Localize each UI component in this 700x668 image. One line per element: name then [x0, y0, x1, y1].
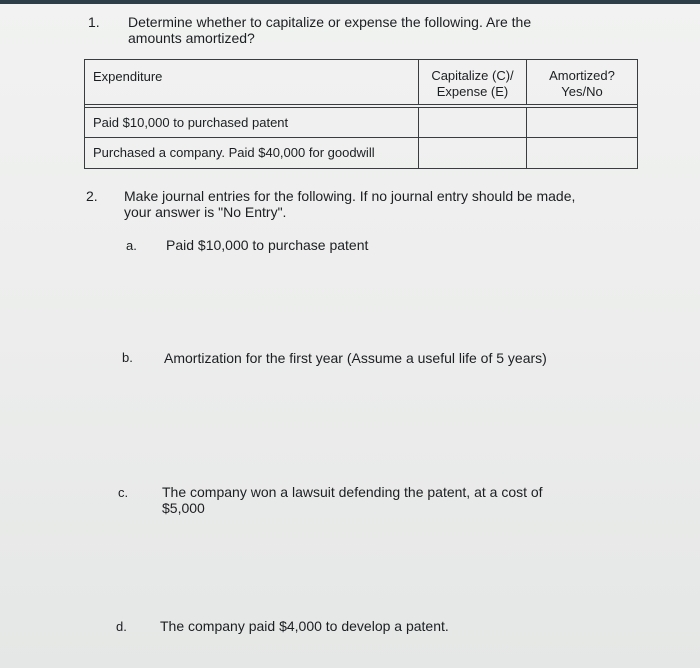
item-b-text: [164, 350, 547, 366]
question-1-line-1: Determine whether to capitalize or expense the following. Are the: [128, 14, 532, 30]
question-2-text: [124, 188, 575, 220]
expenditure-table: [84, 59, 638, 169]
top-edge-strip: [0, 0, 700, 4]
question-1-line-2: amounts amortized?: [128, 30, 255, 46]
item-b-letter: b.: [122, 350, 133, 365]
item-c-text: [162, 484, 543, 516]
question-2-number: 2.: [86, 188, 98, 204]
item-a-text: [166, 237, 368, 253]
question-2-line-1: Make journal entries for the following. If no journal entry should be made,: [124, 188, 576, 204]
header-capitalize-line-1: Capitalize (C)/: [431, 68, 514, 83]
item-d-line-1: The company paid $4,000 to develop a patent.: [160, 618, 449, 634]
item-a-letter: a.: [126, 238, 137, 253]
header-amortized: [527, 60, 637, 104]
table-header-row: [85, 60, 637, 108]
row-capitalize-cell[interactable]: [419, 108, 527, 137]
header-capitalize-line-2: Expense (E): [436, 84, 509, 99]
row-capitalize-cell[interactable]: [419, 138, 527, 168]
row-expenditure: Paid $10,000 to purchased patent: [85, 108, 419, 137]
question-1-text: [128, 14, 531, 46]
item-c-line-1: The company won a lawsuit defending the patent, at a cost of: [162, 484, 543, 500]
table-row: [85, 138, 637, 168]
header-amortized-line-1: Amortized?: [549, 68, 615, 83]
item-d-letter: d.: [116, 619, 127, 634]
header-capitalize: [419, 60, 527, 104]
row-amortized-cell[interactable]: [527, 138, 637, 168]
header-amortized-line-2: Yes/No: [561, 84, 603, 99]
item-a-line-1: Paid $10,000 to purchase patent: [166, 237, 369, 253]
item-c-line-2: $5,000: [162, 500, 205, 516]
item-c-letter: c.: [118, 485, 129, 500]
item-d-text: [160, 618, 449, 634]
item-b-line-1: Amortization for the first year (Assume a useful life of 5 years): [164, 350, 547, 366]
question-2-line-2: your answer is "No Entry".: [124, 204, 287, 220]
row-expenditure: Purchased a company. Paid $40,000 for goodwill: [85, 138, 419, 168]
header-expenditure: Expenditure: [85, 60, 419, 104]
question-1-number: 1.: [88, 14, 100, 30]
row-amortized-cell[interactable]: [527, 108, 637, 137]
table-row: [85, 108, 637, 138]
